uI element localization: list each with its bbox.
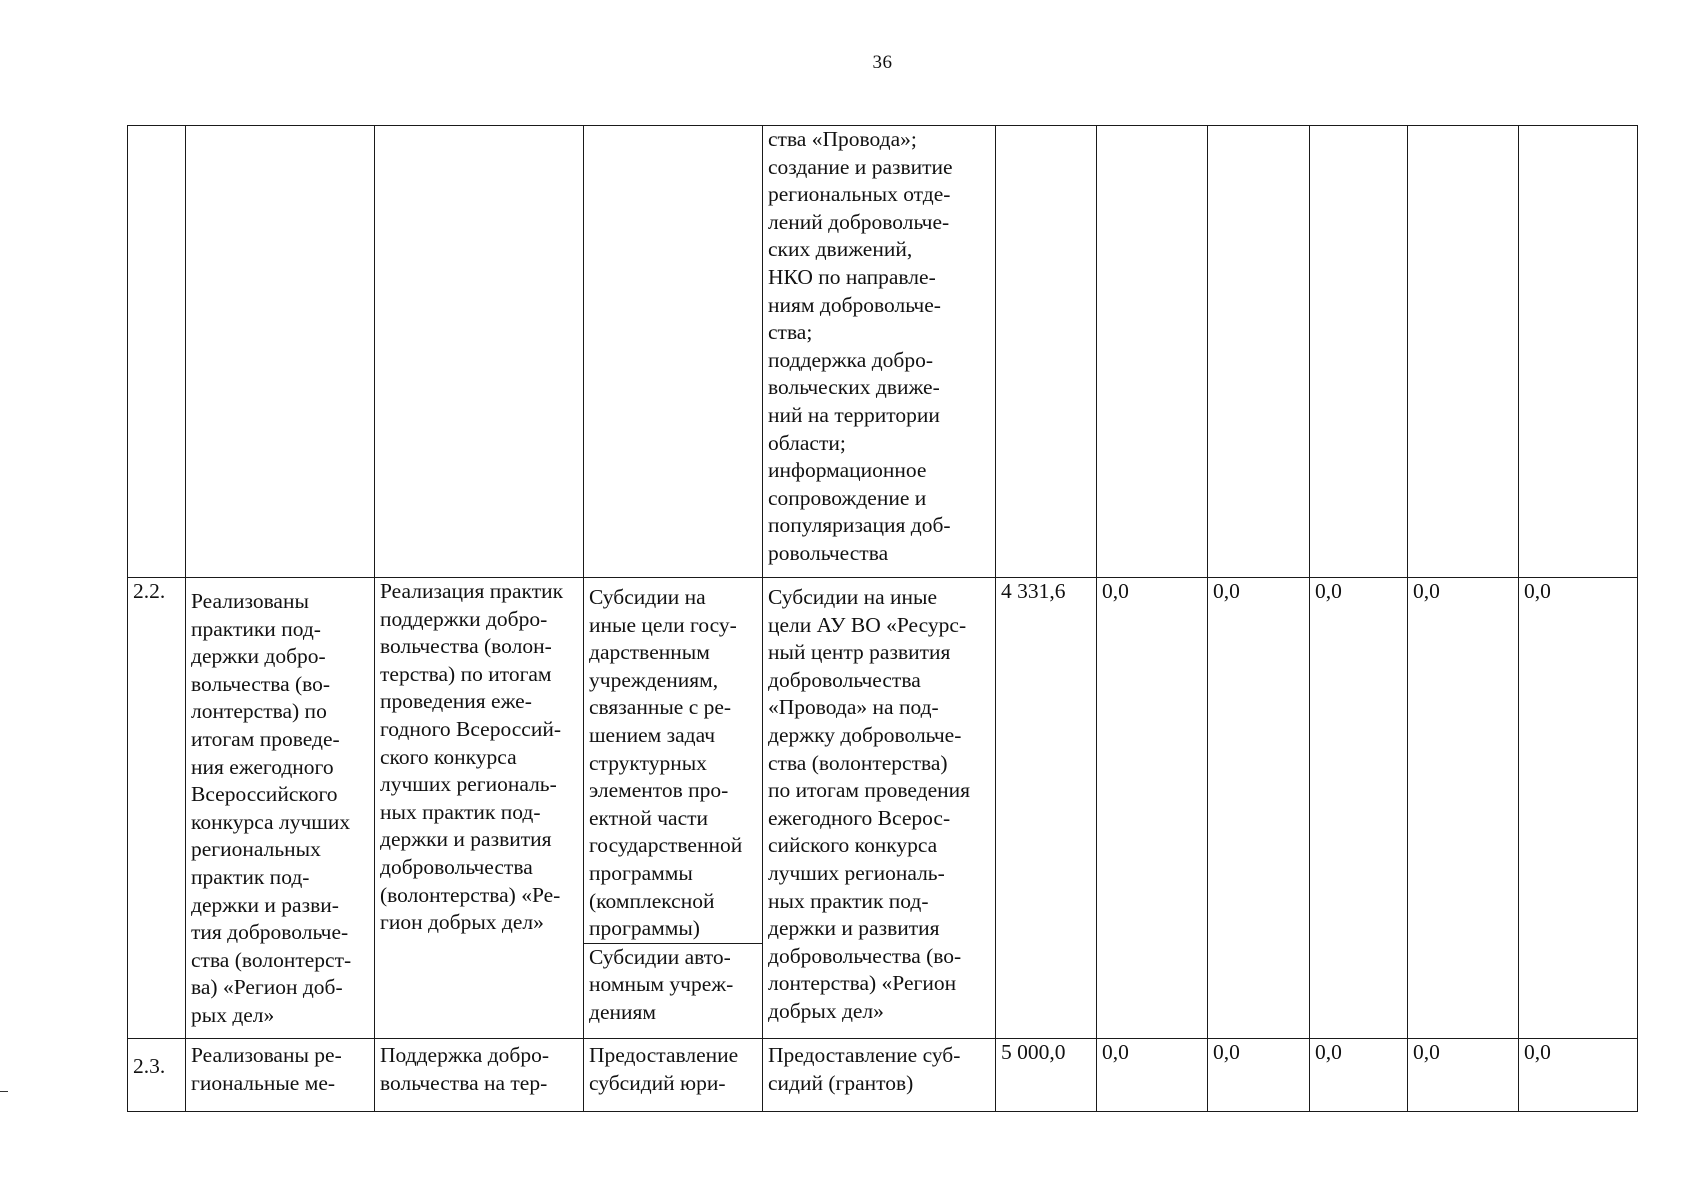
cell-event <box>375 578 584 1039</box>
cell-description <box>763 578 996 1039</box>
budget-table <box>127 125 1638 1112</box>
value-cell: 4 331,6 <box>996 578 1097 1039</box>
value-cell: 0,0 <box>1208 1039 1310 1112</box>
value-cell: 0,0 <box>1310 1039 1408 1112</box>
table-row-continuation <box>128 126 1638 578</box>
cell-result <box>186 578 375 1039</box>
cell-value <box>1097 126 1208 578</box>
cell-result <box>186 1039 375 1112</box>
description-text: Предоставление суб- сидий (грантов) <box>768 1043 961 1095</box>
value-cell: 0,0 <box>1097 1039 1208 1112</box>
cell-event <box>375 126 584 578</box>
table-row-2-3 <box>128 1039 1638 1112</box>
funding-type-text: Предоставление субсидий юри- <box>589 1043 739 1095</box>
value-cell: 0,0 <box>1408 1039 1519 1112</box>
result-text: Реализованы практики под- держки добро- вольчества (во- лонтерства) по итогам проведе- ния ежегодного Всероссийского конкурса лучших региональных практик под- держки и разви- тия добровольче- ства (волонтерст- ва) «Регион доб- рых дел» <box>191 589 352 1027</box>
cell-funding-type <box>584 1039 763 1112</box>
cell-funding-type <box>584 126 763 578</box>
row-number: 2.3. <box>128 1039 186 1112</box>
page-number: 36 <box>872 52 893 73</box>
value-cell: 0,0 <box>1519 578 1638 1039</box>
cell-number <box>128 126 186 578</box>
value-cell: 0,0 <box>1519 1039 1638 1112</box>
funding-type-text-2: Субсидии авто- номным учреж- дениям <box>589 944 734 1024</box>
value-cell: 0,0 <box>1310 578 1408 1039</box>
cell-value <box>1310 126 1408 578</box>
table-row-2-2 <box>128 578 1638 1039</box>
event-text: Поддержка добро- вольчества на тер- <box>380 1043 550 1095</box>
cell-description <box>763 126 996 578</box>
cell-value <box>996 126 1097 578</box>
cell-result <box>186 126 375 578</box>
value-cell: 0,0 <box>1408 578 1519 1039</box>
description-text: Субсидии на иные цели АУ ВО «Ресурс- ный центр развития добровольчества «Провода» на под- держку добровольче- ства (волонтерства) по итогам проведения ежегодного Всерос- сийского конкурса лучших региональ- ных практик под- держки и развития добровольчества (во- лонтерства) «Регион добрых дел» <box>768 585 971 1023</box>
result-text: Реализованы ре- гиональные ме- <box>191 1043 342 1095</box>
value-cell: 5 000,0 <box>996 1039 1097 1112</box>
value-cell: 0,0 <box>1097 578 1208 1039</box>
value-cell: 0,0 <box>1208 578 1310 1039</box>
description-text: ства «Провода»; создание и развитие региональных отде- лений добровольче- ских движений, НКО по направле- ниям добровольче- ства; поддержка добро- вольческих движе- ний на территории области; информационное сопровождение и популяризация доб- ровольчества <box>768 127 953 565</box>
cell-value <box>1208 126 1310 578</box>
cell-funding-type <box>584 578 763 1039</box>
margin-mark <box>0 1091 8 1092</box>
cell-description <box>763 1039 996 1112</box>
event-text: Реализация практик поддержки добро- вольчества (волон- терства) по итогам проведения еже- годного Всероссий- ского конкурса лучших региональ- ных практик под- держки и развития добровольчества (волонтерства) «Ре- гион добрых дел» <box>380 579 564 935</box>
funding-type-text: Субсидии на иные цели госу- дарственным учреждениям, связанные с ре- шением задач структурных элементов про- ектной части государственной программы (комплексной программы) <box>584 584 762 944</box>
cell-value <box>1408 126 1519 578</box>
cell-value <box>1519 126 1638 578</box>
row-number: 2.2. <box>128 578 186 1039</box>
cell-event <box>375 1039 584 1112</box>
